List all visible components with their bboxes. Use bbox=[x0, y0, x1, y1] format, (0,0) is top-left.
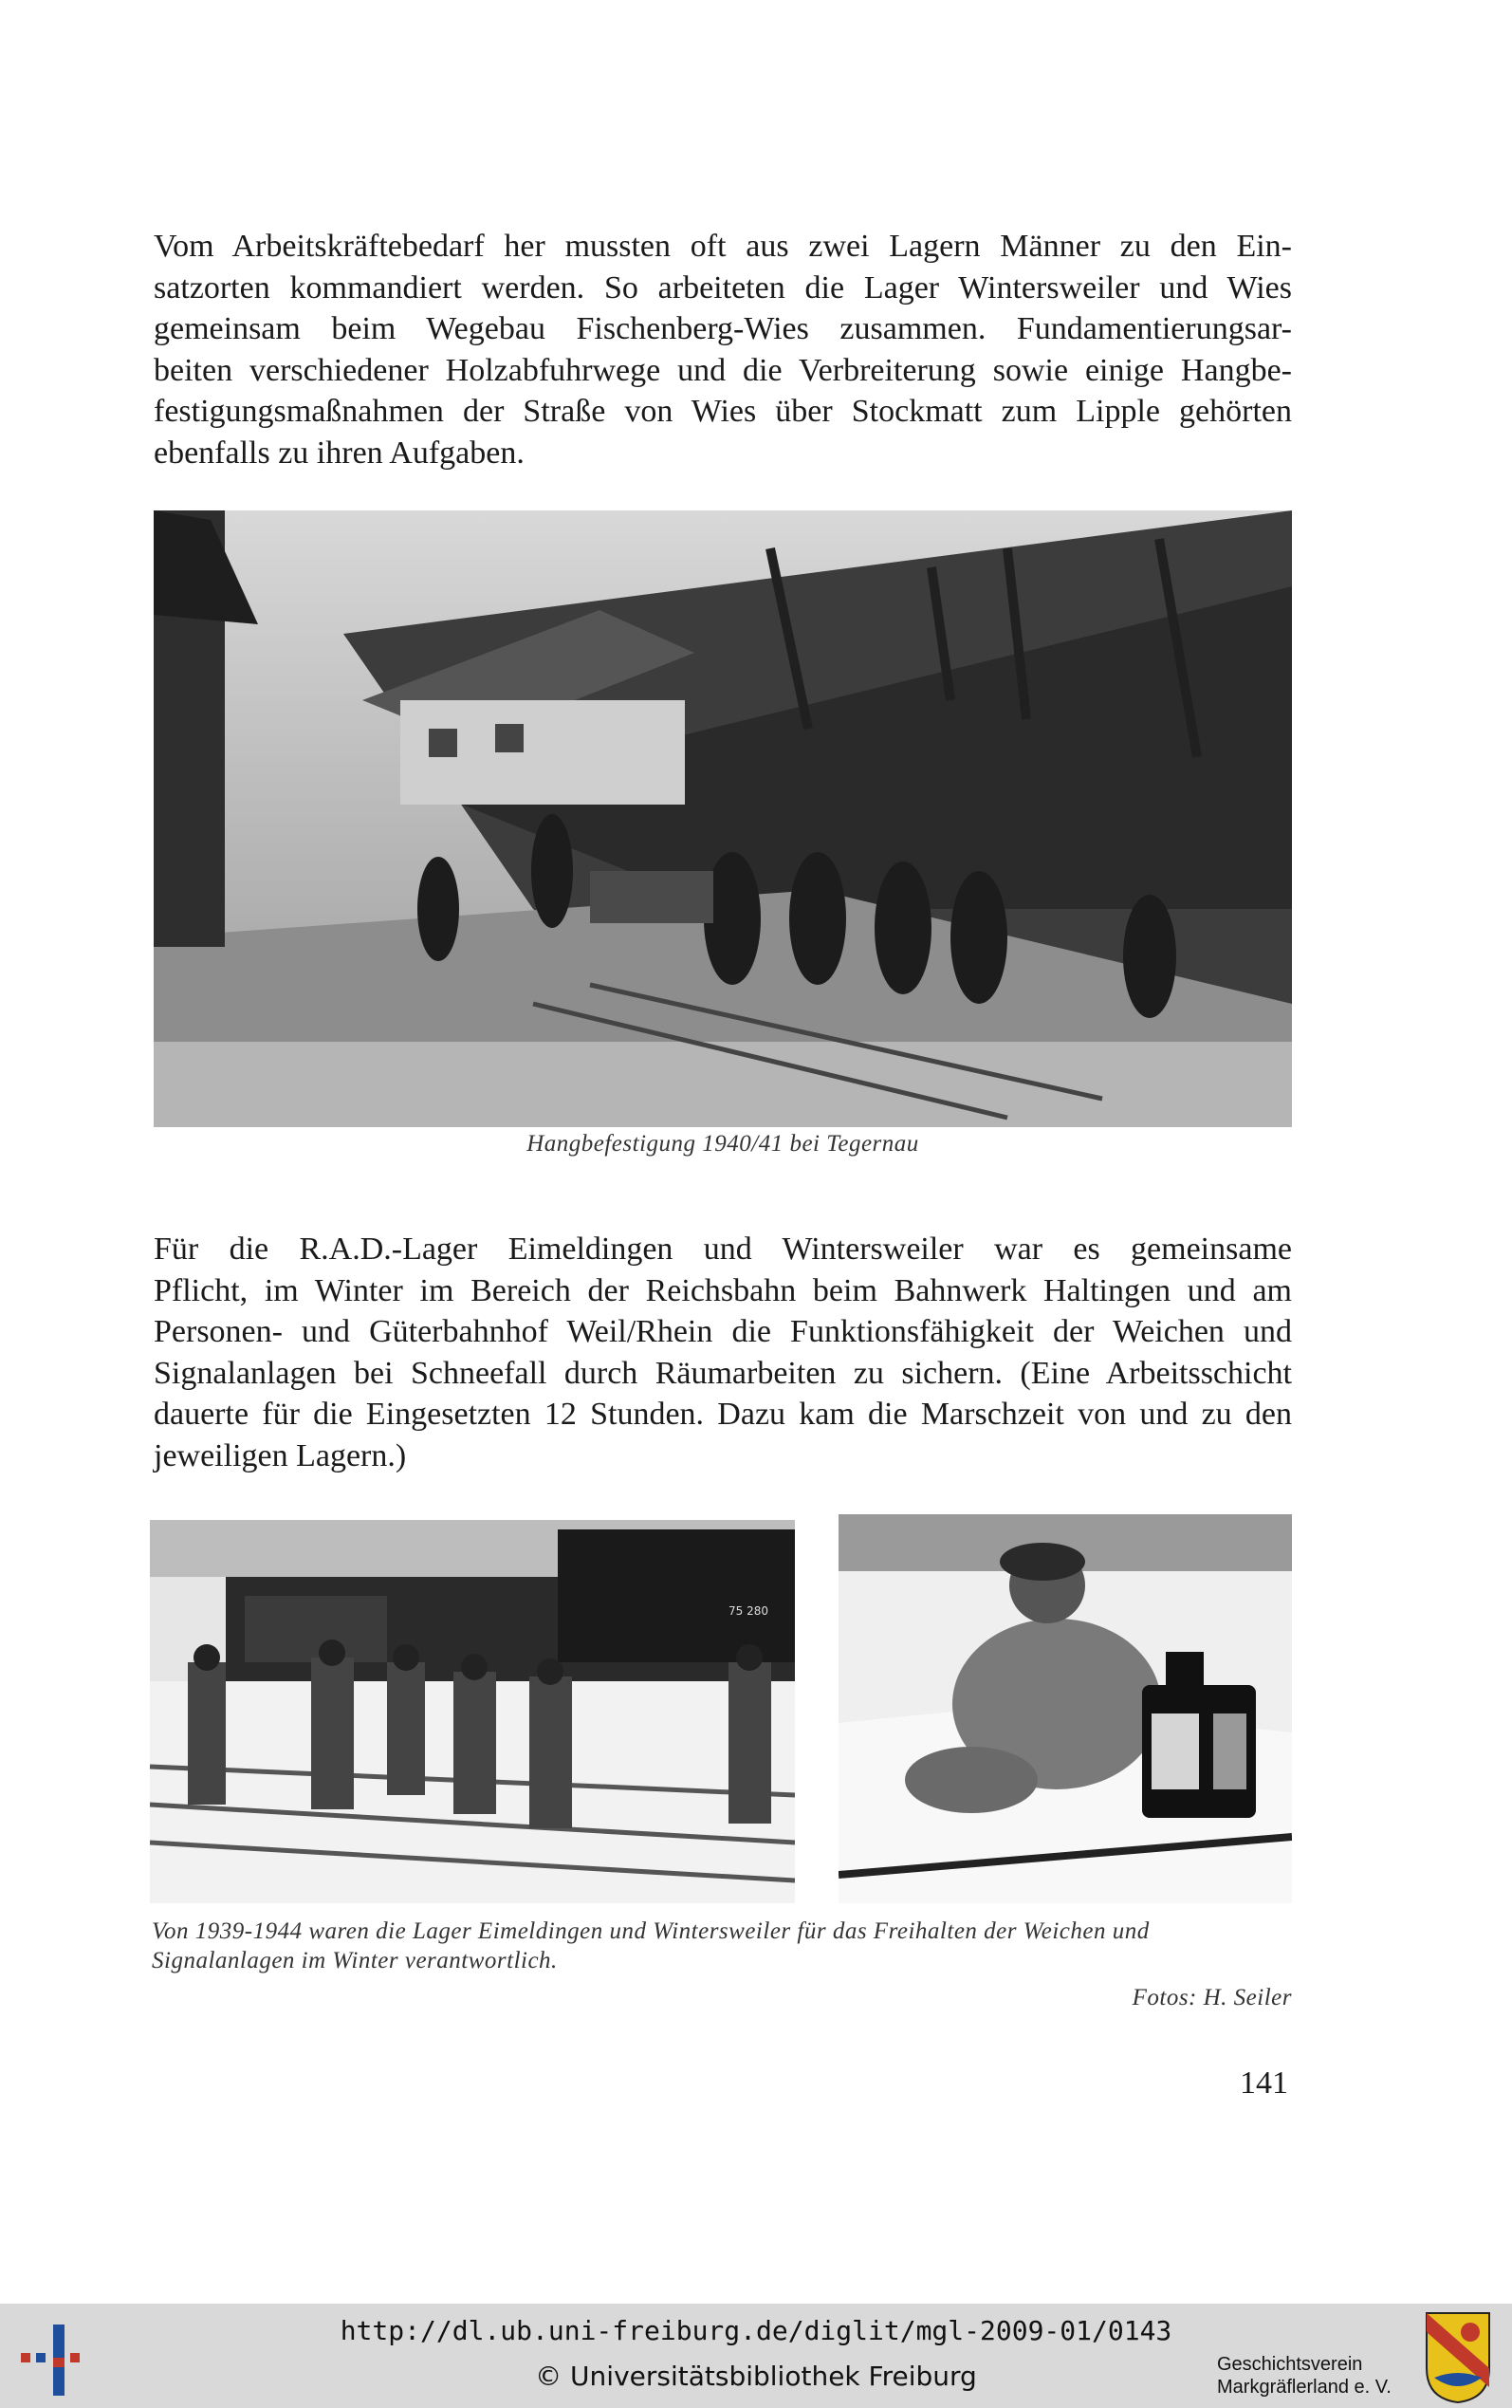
paragraph-line: jeweiligen Lagern.) bbox=[154, 1437, 407, 1473]
paragraph-line: Signalanlagen bei Schneefall durch Räumarbeiten zu sichern. (Eine Arbeitsschicht bbox=[154, 1355, 1292, 1391]
society-name bbox=[1217, 2353, 1392, 2399]
photo-hillside-work bbox=[154, 510, 1292, 1127]
paragraph-line: Für die R.A.D.-Lager Eimeldingen und Wintersweiler war es gemeinsame bbox=[154, 1232, 1292, 1267]
paragraph-line: Vom Arbeitskräftebedarf her mussten oft aus zwei Lagern Männer zu den Ein- bbox=[154, 229, 1292, 264]
photo-snow-clearing bbox=[150, 1520, 795, 1903]
paragraph-line: dauerte für die Eingesetzten 12 Stunden. Dazu kam die Marschzeit von und zu den bbox=[154, 1397, 1292, 1432]
paragraph-line: satzorten kommandiert werden. So arbeiteten die Lager Wintersweiler und Wies bbox=[154, 269, 1292, 306]
paragraph-2 bbox=[154, 1229, 1292, 1476]
paragraph-1 bbox=[154, 226, 1292, 473]
paragraph-line: Pflicht, im Winter im Bereich der Reichsbahn beim Bahnwerk Haltingen und am bbox=[154, 1272, 1292, 1308]
paragraph-line: festigungsmaßnahmen der Straße von Wies über Stockmatt zum Lipple gehörten bbox=[154, 394, 1292, 429]
copyright-text: © Universitätsbibliothek Freiburg bbox=[535, 2361, 977, 2392]
page-number: 141 bbox=[1240, 2065, 1288, 2101]
society-name-line-2: Markgräflerland e. V. bbox=[1217, 2377, 1392, 2398]
society-name-line-1: Geschichtsverein bbox=[1217, 2354, 1363, 2375]
paragraph-line: Personen- und Güterbahnhof Weil/Rhein die Funktionsfähigkeit der Weichen und bbox=[154, 1314, 1292, 1349]
footer-bar bbox=[0, 2304, 1512, 2408]
locomotive-number: 75 280 bbox=[728, 1604, 768, 1618]
paragraph-line: ebenfalls zu ihren Aufgaben. bbox=[154, 435, 525, 471]
paragraph-line: gemeinsam beim Wegebau Fischenberg-Wies zusammen. Fundamentierungsar- bbox=[154, 311, 1292, 346]
society-crest-icon bbox=[1425, 2311, 1491, 2404]
photos-caption-line-2: Signalanlagen im Winter verantwortlich. bbox=[152, 1948, 558, 1973]
photo-credit: Fotos: H. Seiler bbox=[1132, 1985, 1292, 2010]
document-url-link[interactable]: http://dl.ub.uni-freiburg.de/diglit/mgl-2009-01/0143 bbox=[340, 2315, 1172, 2346]
photo-1-caption: Hangbefestigung 1940/41 bei Tegernau bbox=[526, 1131, 919, 1157]
paragraph-line: beiten verschiedener Holzabfuhrwege und die Verbreiterung sowie einige Hangbe- bbox=[154, 352, 1292, 388]
photos-caption-line-1: Von 1939-1944 waren die Lager Eimeldingen und Wintersweiler für das Freihalten der Weichen und bbox=[152, 1918, 1150, 1944]
photo-signal-lamp bbox=[839, 1514, 1292, 1903]
